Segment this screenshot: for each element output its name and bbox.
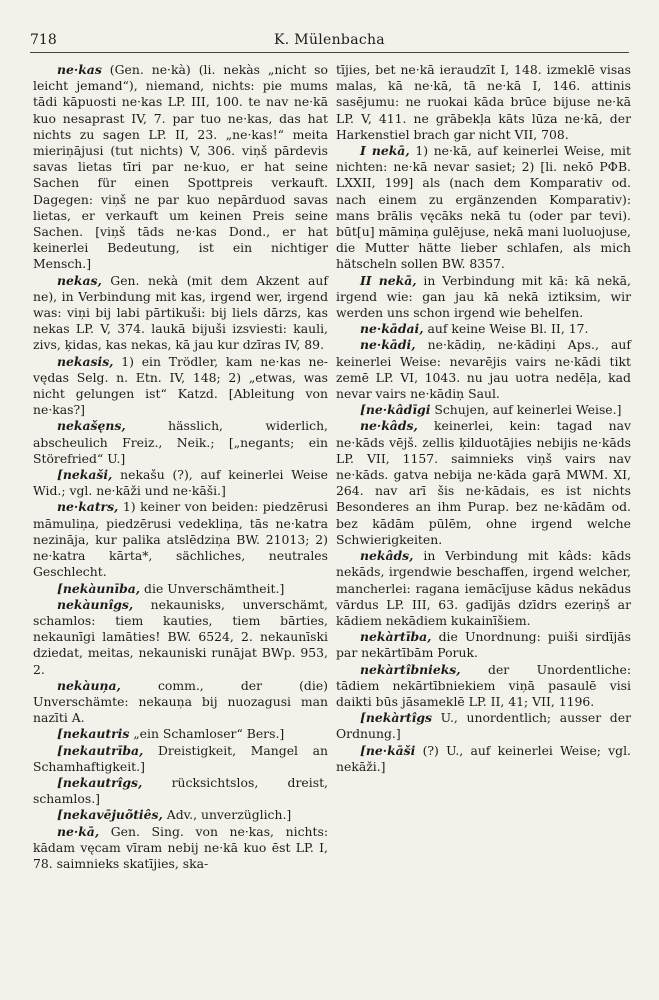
left-column (33, 62, 328, 872)
dictionary-entry (33, 273, 328, 354)
entry-text: hässlich, widerlich, abscheulich Freiz., Neik.; [„negants; ein Störefried“ U.] (33, 418, 328, 466)
entry-headword: ne·kas (57, 62, 102, 77)
entry-text: U., unordentlich; ausser der Ordnung.] (336, 710, 631, 742)
dictionary-entry (33, 62, 328, 273)
entry-headword: [ne·kâdīgi (360, 402, 431, 418)
dictionary-entry (33, 354, 328, 419)
entry-text: rücksichtslos, dreist, schamlos.] (33, 774, 328, 807)
entry-text: in Verbindung mit kâds: kāds nekāds, irgendwie beschaffen, irgend welcher, mancherlei: ragana iemācījuse kādus nekādus vārdus LP. III, 63. gadījās dzīdrs ezeriņš ar kādiem nekādiem kukainīšiem. (336, 548, 631, 628)
entry-text: Schujen, auf keinerlei Weise.] (430, 402, 622, 418)
dictionary-entry (33, 597, 328, 678)
entry-headword: nekàunîgs, (57, 596, 134, 612)
entry-headword: nekâds, (360, 548, 414, 564)
dictionary-entry (33, 824, 328, 873)
entry-headword: [nekautrība, (57, 742, 144, 758)
entry-headword: ne·kā, (57, 823, 100, 839)
entry-text: Dreistigkeit, Mangel an Schamhaftigkeit.] (33, 742, 328, 774)
entry-headword: nekas, (57, 272, 102, 288)
entry-text: 1) ein Trödler, kam ne·kas ne-vędas Selg. n. Etn. IV, 148; 2) „etwas, was nicht gelungen ist“ Katzd. [Ableitung von ne·kas?] (33, 353, 328, 418)
entry-text: 1) ne·kā, auf keinerlei Weise, mit nichten: ne·kā nevar sasiet; 2) [li. nekō PФB. LXXII, 199] als (nach dem Komparativ od. nach einem zu ergänzenden Komparativ): mans brālis vęcāks nekā tu (oder par tevi). būt[u] māmiņa gulējuse, nekā mani luoluojuse, die Mutter hätte lieber schlafen, als mich hätscheln sollen BW. 8357. (336, 143, 631, 272)
entry-headword: ne·kādai, (360, 321, 424, 337)
dictionary-entry (336, 321, 631, 337)
entry-text: 1) keiner von beiden: piedzērusi māmuliņa, piedzērusi vedekliņa, tās ne·katra nezināja, kur palika atslēdziņa BW. 21013; 2) ne·katra kārta*, sächliches, neutrales Geschlecht. (33, 499, 328, 580)
dictionary-entry (336, 629, 631, 661)
dictionary-entry (33, 775, 328, 807)
dictionary-entry (336, 62, 631, 143)
right-column (336, 62, 631, 775)
entry-text: nekašu (?), auf keinerlei Weise Wid.; vgl. ne·kāži und ne·kāši.] (33, 467, 328, 499)
dictionary-entry (33, 743, 328, 775)
entry-headword: [nekautris (57, 726, 130, 742)
dictionary-entry (33, 726, 328, 742)
dictionary-entry (336, 662, 631, 711)
page-number: 718 (30, 32, 57, 48)
entry-headword: nekašęns, (57, 418, 126, 434)
dictionary-entry (336, 548, 631, 629)
entry-text: keinerlei, kein: tagad nav ne·kāds vējš. zellis ķilduotājies nebijis ne·kāds LP. VII, 1157. saimnieks viņš vairs nav ne·kāds. gatva nebija ne·kāda gaŗā MWM. XI, 264. nav arī šis ne·kādais, es ist nichts Besonderes an ihm Purap. bez ne·kādām od. bez kādām pūlēm, ohne irgend welche Schwierigkeiten. (336, 418, 631, 547)
page-header (30, 30, 629, 53)
entry-text: ne·kādiņ, ne·kādiņi Aps., auf keinerlei Weise: nevarējis vairs ne·kādi tikt zemē LP. VI, 1043. nu jau uotra nedēļa, kad nevar vairs ne·kādiņ Saul. (336, 337, 631, 402)
entry-headword: II nekā, (360, 272, 417, 288)
dictionary-entry (336, 743, 631, 775)
entry-text: Gen. Sing. von ne·kas, nichts: kādam vęcam vīram nebij ne·kā kuo ēst LP. I, 78. saimnieks skatījies, ska- (33, 823, 328, 871)
dictionary-entry (336, 402, 631, 418)
entry-text: die Unverschämtheit.] (140, 580, 285, 596)
dictionary-entry (33, 581, 328, 597)
entry-headword: [nekaši, (57, 467, 113, 483)
running-title: K. Mülenbacha (274, 32, 385, 48)
entry-headword: nekàrtība, (360, 629, 432, 645)
entry-headword: [nekautrîgs, (57, 774, 143, 790)
entry-text: tījies, bet ne·kā ieraudzīt I, 148. izmeklē visas malas, kā ne·kā, tā ne·kā I, 146. attinis sasējumu: ne ruokai kāda brūce bijuse ne·kā LP. V, 411. ne grābekļa kāts lūza ne·kā, der Harkenstiel brach gar nicht VII, 708. (336, 62, 631, 142)
entry-headword: I nekā, (360, 143, 410, 159)
dictionary-entry (33, 499, 328, 580)
dictionary-entry (33, 807, 328, 823)
entry-text: Adv., unverzüglich.] (162, 807, 292, 823)
entry-text: „ein Schamloser“ Bers.] (129, 726, 285, 742)
dictionary-entry (336, 710, 631, 742)
entry-text: (?) U., auf keinerlei Weise; vgl. nekāži.] (336, 742, 631, 774)
entry-headword: [ne·kāši (360, 742, 416, 758)
entry-text: der Unordentliche: tādiem nekārtībniekiem viņā pasaulē visi daikti būs jāsameklē LP. II, 41; VII, 1196. (336, 661, 631, 709)
entry-headword: nekàuņa, (57, 677, 121, 693)
entry-text: auf keine Weise Bl. II, 17. (423, 321, 589, 337)
entry-text: in Verbindung mit kā: kā nekā, irgend wie: gan jau kā nekā iztiksim, wir werden uns schon irgend wie behelfen. (336, 272, 631, 321)
dictionary-entry (336, 337, 631, 402)
dictionary-entry (336, 418, 631, 548)
entry-headword: ne·katrs, (57, 499, 119, 515)
entry-text: comm., der (die) Unverschämte: nekauņa bij nuozagusi man nazīti A. (33, 677, 328, 726)
entry-text: nekaunisks, unverschämt, schamlos: tiem kauties, tiem bārties, nekaunīgi lamāties! BW. 6524, 2. nekaunīski dziedat, meitas, nekauniski runājat BWp. 953, 2. (33, 596, 328, 677)
entry-headword: nekasis, (57, 353, 114, 369)
dictionary-entry (33, 467, 328, 499)
entry-headword: ne·kādi, (360, 337, 416, 353)
entry-text: (Gen. ne·kà) (li. nekàs „nicht so leicht jemand“), niemand, nichts: pie mums tādi kāpuosti ne·kas LP. III, 100. te nav ne·kā kuo nesaprast IV, 7. par tuo ne·kas, das hat nichts zu sagen LP. II, 23. „ne·kas!“ meita mieriņājusi (tut nichts) V, 306. viņš pārdevis savas lietas tīri par ne·kuo, er hat seine Sachen für einen Spottpreis verkauft. Dagegen: viņš ne par kuo nepārduod savas lietas, er verkauft um keinen Preis seine Sachen. [viņš tāds ne·kas Dond., er hat keinerlei Bedeutung, ist ein nichtiger Mensch.] (33, 62, 328, 272)
dictionary-entry (33, 678, 328, 727)
dictionary-entry (336, 143, 631, 273)
entry-headword: [nekàunība, (57, 580, 141, 596)
entry-text: Gen. nekà (mit dem Akzent auf ne), in Verbindung mit kas, irgend wer, irgend was: viņi bij labi pārtikuši: bij liels dārzs, kas nekas LP. V, 374. laukā bijuši izsviesti: kauli, zivs, ķidas, kas nekas, kā jau kur dzīras IV, 89. (33, 272, 328, 353)
entry-headword: [nekavējuõtiês, (57, 807, 163, 823)
entry-headword: [nekàrtîgs (360, 710, 432, 726)
entry-headword: nekàrtîbnieks, (360, 661, 461, 677)
entry-headword: ne·kâds, (360, 418, 418, 434)
dictionary-entry (33, 418, 328, 467)
entry-text: die Unordnung: puiši sirdījās par nekārtībām Poruk. (336, 629, 631, 661)
dictionary-entry (336, 273, 631, 322)
